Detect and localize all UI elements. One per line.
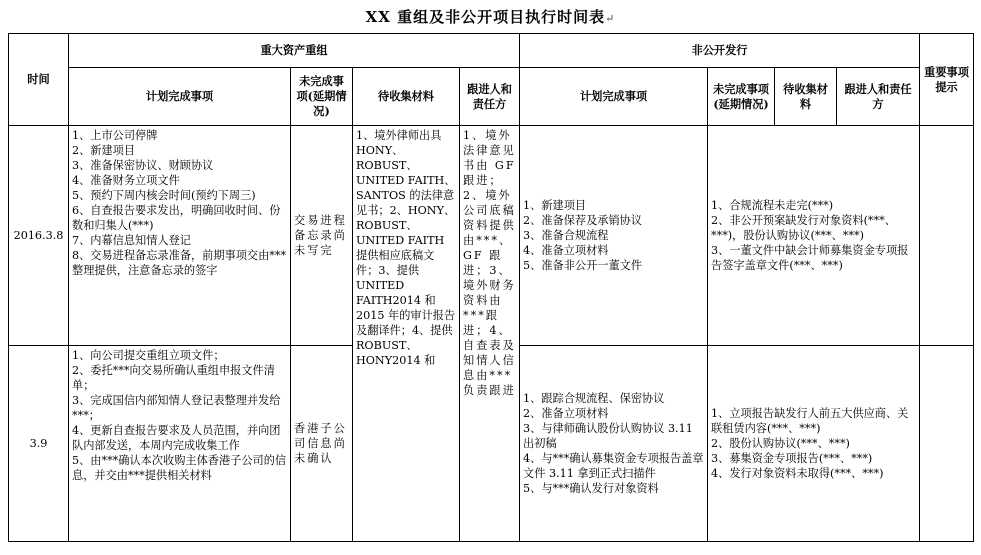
header-pending: 待收集材料 <box>353 68 460 126</box>
header-unfinished-private: 未完成事项(延期情况) <box>708 68 775 126</box>
plan-cell: 1、向公司提交重组立项文件； 2、委托***向交易所确认重组申报文件清单； 3、完成国信内部知情人登记表整理并发给***； 4、更新自查报告要求及人员范围，并向团队内部发送，本周内完成收集工作 5、由***确认本次收购主体香港子公司的信息，并交由***提供相关材料 <box>69 346 291 542</box>
header-pending-private: 待收集材料 <box>775 68 837 126</box>
schedule-table <box>8 33 974 542</box>
header-unfinished: 未完成事项(延期情况) <box>291 68 353 126</box>
header-private-placement: 非公开发行 <box>520 34 920 68</box>
document-title <box>0 6 981 27</box>
private-plan-cell: 1、跟踪合规流程、保密协议 2、准备立项材料 3、与律师确认股份认购协议 3.11 出初稿 4、与***确认募集资金专项报告盖章文件 3.11 拿到正式扫描件 5、与***确认发行对象资料 <box>520 346 708 542</box>
header-follow: 跟进人和责任方 <box>460 68 520 126</box>
plan-cell: 1、上市公司停牌 2、新建项目 3、准备保密协议、财顾协议 4、准备财务立项文件 5、预约下周内核会时间(预约下周三) 6、自查报告要求发出，明确回收时间、份数和归集人(***) 7、内幕信息知情人登记 8、交易进程备忘录准备，前期事项交由***整理提供，注意备忘录的签字 <box>69 126 291 346</box>
unfinished-cell: 香港子公司信息尚未确认 <box>291 346 353 542</box>
header-time: 时间 <box>9 34 69 126</box>
important-cell <box>920 346 974 542</box>
table-row <box>9 126 974 346</box>
title-text: XX 重组及非公开项目执行时间表 <box>365 8 606 26</box>
header-important-notes: 重要事项提示 <box>920 34 974 126</box>
header-major-restructure: 重大资产重组 <box>69 34 520 68</box>
follow-up-cell: 1、境外法律意见书由 GF 跟进；2、境外公司底稿资料提供由***、GF 跟进；3、境外财务资料由***跟进；4、自查表及知情人信息由***负责跟进 <box>460 126 520 542</box>
private-plan-cell: 1、新建项目 2、准备保荐及承销协议 3、准备合规流程 4、准备立项材料 5、准备非公开一董文件 <box>520 126 708 346</box>
header-plan-private: 计划完成事项 <box>520 68 708 126</box>
private-unfinished-cell: 1、立项报告缺发行人前五大供应商、关联租赁内容(***、***) 2、股份认购协议(***、***) 3、募集资金专项报告(***、***) 4、发行对象资料未取得(***、***) <box>708 346 920 542</box>
paragraph-mark: ↵ <box>605 12 616 25</box>
row-date: 3.9 <box>9 346 69 542</box>
unfinished-cell: 交易进程备忘录尚未写完 <box>291 126 353 346</box>
row-date: 2016.3.8 <box>9 126 69 346</box>
important-cell <box>920 126 974 346</box>
pending-materials-cell: 1、境外律师出具 HONY、ROBUST、UNITED FAITH、SANTOS 的法律意见书；2、HONY、ROBUST、UNITED FAITH 提供相应底稿文件；3、提供 UNITED FAITH2014 和 2015 年的审计报告及翻译件；4、提供 ROBUST、HONY2014 和 <box>353 126 460 542</box>
header-follow-private: 跟进人和责任方 <box>837 68 920 126</box>
private-unfinished-cell: 1、合规流程未走完(***) 2、非公开预案缺发行对象资料(***、***)，股份认购协议(***、***) 3、一董文件中缺会计师募集资金专项报告签字盖章文件(***、***) <box>708 126 920 346</box>
header-plan: 计划完成事项 <box>69 68 291 126</box>
